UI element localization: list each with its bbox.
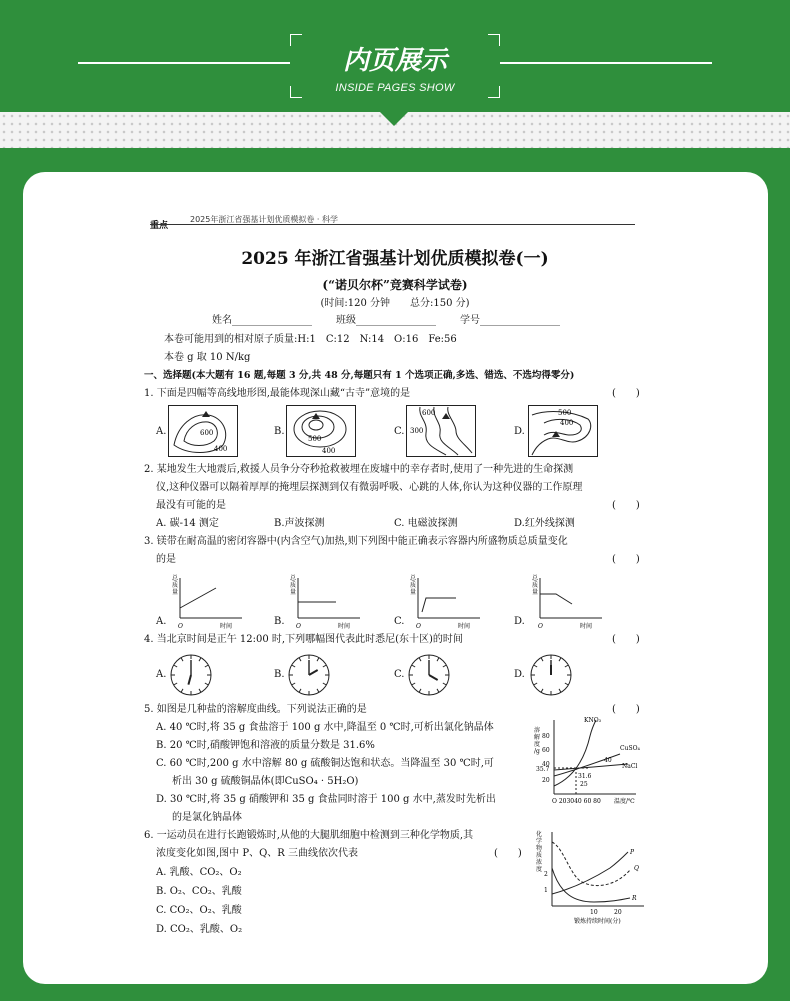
- clock-tick: [317, 689, 319, 692]
- clock-tick: [174, 665, 177, 667]
- svg-text:锻炼持续时间(分): 锻炼持续时间(分): [574, 918, 621, 925]
- svg-text:Q: Q: [634, 865, 639, 872]
- svg-text:总: 总: [410, 575, 417, 582]
- q5-option-a: A. 40 ℃时,将 35 g 食盐溶于 100 g 水中,降温至 0 ℃时,可析出氯化钠晶体: [156, 722, 494, 733]
- q4-clock-a: [168, 652, 214, 698]
- q3-graph-b: [286, 572, 366, 630]
- q5-stem: 5. 如图是几种盐的溶解度曲线。下列说法正确的是: [144, 704, 367, 715]
- svg-text:总: 总: [532, 575, 539, 582]
- svg-text:量: 量: [532, 589, 539, 596]
- svg-text:2: 2: [544, 871, 548, 878]
- svg-text:质: 质: [532, 582, 539, 589]
- svg-text:/g: /g: [534, 748, 540, 755]
- svg-text:量: 量: [410, 589, 417, 596]
- q4-paren: ( ): [612, 634, 640, 645]
- q5-paren: ( ): [612, 704, 640, 715]
- q3-line2: 的是: [156, 554, 176, 565]
- svg-text:25: 25: [580, 781, 588, 788]
- q3-graph-a: [168, 572, 248, 630]
- q1-d-contour-400: 400: [560, 419, 574, 427]
- q1-contour-map-c: [406, 405, 476, 457]
- q6-option-b: B. O₂、CO₂、乳酸: [156, 886, 242, 897]
- q5-option-d-2: 的是氯化钠晶体: [172, 812, 242, 823]
- q1-paren: ( ): [612, 388, 640, 399]
- svg-text:KNO₃: KNO₃: [584, 717, 602, 724]
- svg-text:O: O: [538, 623, 543, 630]
- svg-text:总: 总: [290, 575, 297, 582]
- page-card: [23, 172, 768, 984]
- q3-label-d: D.: [514, 616, 525, 627]
- svg-text:O: O: [178, 623, 183, 630]
- q1-c-contour-300: 300: [410, 427, 424, 435]
- q3-graph-d: [528, 572, 608, 630]
- svg-text:31.6: 31.6: [578, 773, 592, 780]
- svg-text:质: 质: [290, 582, 297, 589]
- q5-option-b: B. 20 ℃时,硝酸钾饱和溶液的质量分数是 31.6%: [156, 740, 375, 751]
- q1-label-d: D.: [514, 426, 525, 437]
- clock-tick: [559, 658, 561, 661]
- svg-text:20: 20: [542, 777, 550, 784]
- q4-clock-b: [286, 652, 332, 698]
- q6-concentration-chart: [534, 828, 654, 926]
- q6-paren: ( ): [494, 848, 522, 859]
- svg-text:温度/℃: 温度/℃: [614, 798, 635, 805]
- q2-option-c: C. 电磁波探测: [394, 518, 458, 529]
- q4-label-d: D.: [514, 669, 525, 680]
- q6-option-c: C. CO₂、O₂、乳酸: [156, 905, 242, 916]
- clock-tick: [419, 689, 421, 692]
- q1-label-b: B.: [274, 426, 285, 437]
- exam-subtitle: (“诺贝尔杯”竞赛科学试卷): [322, 278, 468, 292]
- clock-tick: [174, 683, 177, 685]
- q1-c-contour-600: 600: [422, 409, 436, 417]
- svg-text:P: P: [630, 849, 635, 856]
- clock-tick: [205, 683, 208, 685]
- q5-option-c-1: C. 60 ℃时,200 g 水中溶解 80 g 硫酸铜达饱和状态。当降温至 30 ℃时,可: [156, 758, 494, 769]
- svg-text:80: 80: [542, 733, 550, 740]
- svg-text:60: 60: [542, 747, 550, 754]
- q1-d-contour-500: 500: [558, 409, 572, 417]
- q1-contour-map-d: [528, 405, 598, 457]
- q2-option-b: B.声波探测: [274, 518, 325, 529]
- svg-text:学: 学: [536, 838, 543, 845]
- running-title: 2025年浙江省强基计划优质模拟卷 · 科学: [190, 215, 338, 224]
- svg-text:度: 度: [536, 866, 543, 873]
- q1-label-a: A.: [156, 426, 167, 437]
- svg-text:时间: 时间: [338, 623, 351, 630]
- clock-tick: [292, 665, 295, 667]
- name-field: 姓名________________: [212, 315, 312, 326]
- q1-contour-map-a: [168, 405, 238, 457]
- q3-label-c: C.: [394, 616, 405, 627]
- clock-tick: [199, 689, 201, 692]
- clock-tick: [443, 683, 446, 685]
- atomic-mass-note: 本卷可能用到的相对原子质量:H:1 C:12 N:14 O:16 Fe:56: [164, 334, 457, 345]
- q1-a-contour-600: 600: [200, 429, 214, 437]
- svg-text:总: 总: [172, 575, 179, 582]
- header-rule: [150, 224, 635, 225]
- clock-tick: [205, 665, 208, 667]
- clock-tick: [534, 665, 537, 667]
- svg-text:质: 质: [410, 582, 417, 589]
- q6-option-d: D. CO₂、乳酸、O₂: [156, 924, 243, 935]
- q2-line1: 2. 某地发生大地震后,救援人员争分夺秒抢救被埋在废墟中的幸存者时,使用了一种先进的生命探测: [144, 464, 574, 475]
- svg-text:1: 1: [544, 887, 548, 894]
- q3-label-b: B.: [274, 616, 285, 627]
- svg-text:溶: 溶: [534, 727, 541, 734]
- svg-text:O 203040 60 80: O 203040 60 80: [552, 798, 601, 805]
- svg-text:NaCl: NaCl: [622, 763, 638, 770]
- svg-text:10: 10: [590, 909, 598, 916]
- q4-label-c: C.: [394, 669, 405, 680]
- svg-text:量: 量: [172, 589, 179, 596]
- q2-paren: ( ): [612, 500, 640, 511]
- q6-line2: 浓度变化如图,图中 P、Q、R 三曲线依次代表: [156, 848, 358, 859]
- svg-text:时间: 时间: [580, 623, 593, 630]
- clock-tick: [292, 683, 295, 685]
- banner-pointer: [380, 112, 408, 126]
- q2-line3: 最没有可能的是: [156, 500, 226, 511]
- q1-b-contour-400: 400: [322, 447, 336, 455]
- clock-tick: [323, 683, 326, 685]
- clock-tick: [565, 683, 568, 685]
- svg-text:浓: 浓: [536, 859, 543, 866]
- exam-title: 2025 年浙江省强基计划优质模拟卷(一): [241, 249, 549, 269]
- q1-b-contour-500: 500: [308, 435, 322, 443]
- clock-hour-hand: [309, 670, 318, 675]
- q3-line1: 3. 镁带在耐高温的密闭容器中(内含空气)加热,则下列图中能正确表示容器内所盛物质总质量变化: [144, 536, 568, 547]
- svg-text:质: 质: [536, 852, 543, 859]
- clock-tick: [412, 665, 415, 667]
- svg-text:质: 质: [172, 582, 179, 589]
- time-score: (时间:120 分钟 总分:150 分): [320, 298, 470, 309]
- svg-text:20: 20: [614, 909, 622, 916]
- clock-tick: [443, 665, 446, 667]
- svg-text:时间: 时间: [458, 623, 471, 630]
- q2-option-d: D.红外线探测: [514, 518, 575, 529]
- section-1-title: 一、选择题(本大题有 16 题,每题 3 分,共 48 分,每题只有 1 个选项正确,多选、错选、不选均得零分): [144, 370, 575, 381]
- clock-tick: [559, 689, 561, 692]
- clock-tick: [437, 689, 439, 692]
- svg-text:40: 40: [604, 757, 612, 764]
- q4-clock-d: [528, 652, 574, 698]
- clock-tick: [419, 658, 421, 661]
- svg-text:时间: 时间: [220, 623, 233, 630]
- svg-text:R: R: [632, 895, 637, 902]
- q1-a-contour-400: 400: [214, 445, 228, 453]
- svg-text:CuSO₄: CuSO₄: [620, 745, 640, 752]
- svg-text:O: O: [416, 623, 421, 630]
- clock-tick: [299, 658, 301, 661]
- id-field: 学号________________: [460, 315, 560, 326]
- header-badge: 重点: [150, 221, 169, 231]
- q1-label-c: C.: [394, 426, 405, 437]
- clock-tick: [317, 658, 319, 661]
- g-value-note: 本卷 g 取 10 N/kg: [164, 352, 251, 363]
- q4-clock-c: [406, 652, 452, 698]
- banner-right-rule: [500, 62, 712, 64]
- q1-stem: 1. 下面是四幅等高线地形图,最能体现深山藏“古寺”意境的是: [144, 388, 411, 399]
- clock-tick: [181, 689, 183, 692]
- clock-hour-hand: [429, 675, 438, 680]
- banner: [0, 0, 790, 112]
- q5-option-c-2: 析出 30 g 硫酸铜晶体(即CuSO₄ · 5H₂O): [172, 776, 359, 787]
- svg-text:化: 化: [536, 831, 543, 838]
- banner-title-frame: [290, 34, 500, 98]
- banner-left-rule: [78, 62, 290, 64]
- clock-tick: [299, 689, 301, 692]
- q3-label-a: A.: [156, 616, 167, 627]
- clock-tick: [534, 683, 537, 685]
- banner-subtitle: INSIDE PAGES SHOW: [335, 82, 455, 94]
- svg-text:解: 解: [534, 734, 541, 741]
- clock-tick: [323, 665, 326, 667]
- q1-contour-map-b: [286, 405, 356, 457]
- q4-label-a: A.: [156, 669, 167, 680]
- clock-tick: [541, 689, 543, 692]
- class-field: 班级________________: [336, 315, 436, 326]
- svg-text:O: O: [296, 623, 301, 630]
- svg-text:物: 物: [536, 845, 543, 852]
- clock-tick: [181, 658, 183, 661]
- clock-hour-hand: [188, 675, 191, 685]
- clock-tick: [565, 665, 568, 667]
- svg-text:度: 度: [534, 741, 541, 748]
- q6-line1: 6. 一运动员在进行长跑锻炼时,从他的大腿肌细胞中检测到三种化学物质,其: [144, 830, 474, 841]
- banner-title: 内页展示: [342, 46, 447, 76]
- q4-label-b: B.: [274, 669, 285, 680]
- q6-option-a: A. 乳酸、CO₂、O₂: [156, 867, 242, 878]
- q3-graph-c: [406, 572, 486, 630]
- clock-tick: [199, 658, 201, 661]
- clock-tick: [437, 658, 439, 661]
- q3-paren: ( ): [612, 554, 640, 565]
- q2-option-a: A. 碳-14 测定: [156, 518, 219, 529]
- q4-stem: 4. 当北京时间是正午 12:00 时,下列哪幅图代表此时悉尼(东十区)的时间: [144, 634, 463, 645]
- svg-text:量: 量: [290, 589, 297, 596]
- clock-tick: [541, 658, 543, 661]
- clock-tick: [412, 683, 415, 685]
- q5-solubility-chart: [532, 716, 644, 808]
- q2-line2: 仪,这种仪器可以隔着厚厚的掩埋层探测到仅有微弱呼吸、心跳的人体,你认为这种仪器的工作原理: [156, 482, 583, 493]
- q5-option-d-1: D. 30 ℃时,将 35 g 硝酸钾和 35 g 食盐同时溶于 100 g 水中,蒸发时先析出: [156, 794, 496, 805]
- svg-text:35.7: 35.7: [536, 766, 550, 773]
- svg-text:40: 40: [542, 761, 550, 768]
